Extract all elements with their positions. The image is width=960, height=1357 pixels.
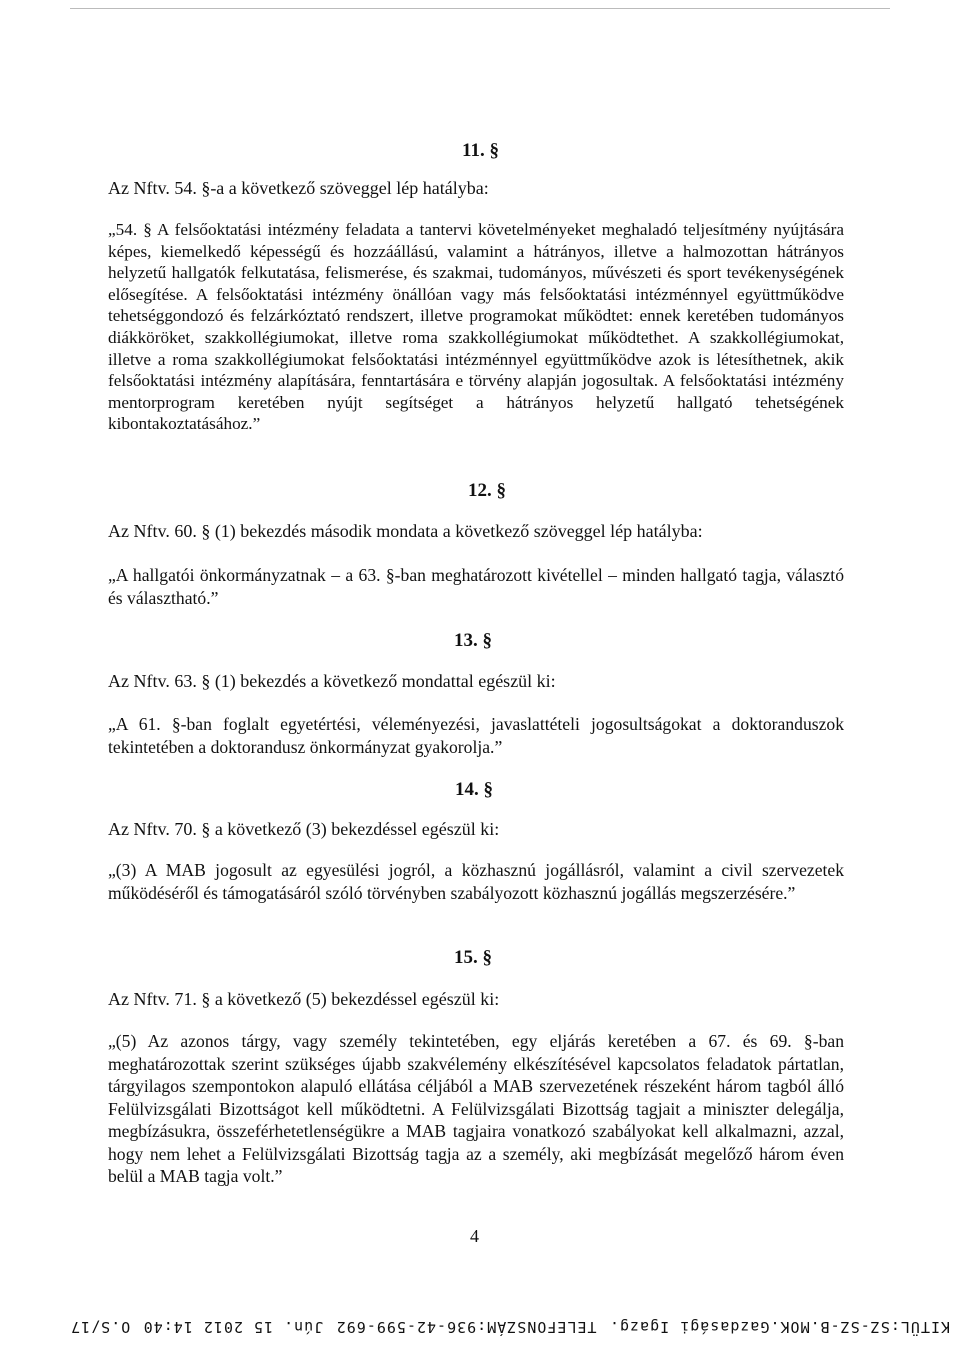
section-intro-12: Az Nftv. 60. § (1) bekezdés második mondata a következő szöveggel lép hatályba: <box>108 521 703 541</box>
section-number-14: 14. § <box>455 779 493 800</box>
section-number-15: 15. § <box>454 947 492 968</box>
fax-phone: TELEFONSZÁM:936-42-599-692 <box>335 1318 597 1336</box>
section-number-12: 12. § <box>468 480 506 501</box>
fax-header-line <box>70 1318 950 1336</box>
fax-date: Jún. 15 2012 14:40 <box>142 1318 324 1336</box>
page-number: 4 <box>470 1226 479 1246</box>
section-intro-14: Az Nftv. 70. § a következő (3) bekezdéssel egészül ki: <box>108 819 500 839</box>
section-number-11: 11. § <box>462 140 499 161</box>
section-number-13: 13. § <box>454 630 492 651</box>
section-text-12: „A hallgatói önkormányzatnak – a 63. §-ban meghatározott kivétellel – minden hallgató tagja, választó és választható.” <box>108 565 844 608</box>
section-intro-15: Az Nftv. 71. § a következő (5) bekezdéssel egészül ki: <box>108 989 500 1009</box>
top-scan-line <box>70 8 890 9</box>
fax-sender: KITÜL:SZ-SZ-B.MOK.Gazdasági Igazg. <box>608 1318 950 1336</box>
section-text-14: „(3) A MAB jogosult az egyesülési jogról, a közhasznú jogállásról, valamint a civil szervezetek működéséről és támogatásáról szóló törvényben szabályozott közhasznú jogállás megszerzésére.” <box>108 860 844 903</box>
section-intro-13: Az Nftv. 63. § (1) bekezdés a következő mondattal egészül ki: <box>108 671 556 691</box>
fax-page: O.S/17 <box>70 1318 131 1336</box>
section-intro-11: Az Nftv. 54. §-a a következő szöveggel lép hatályba: <box>108 178 489 198</box>
section-text-11: „54. § A felsőoktatási intézmény feladata a tantervi követelményeket meghaladó teljesítmény nyújtására képes, kiemelkedő képességű és hozzáállású, valamint a hátrányos, illetve a halmozottan hátrányos helyzetű hallgatók felkutatása, felismerése, és szakmai, tudományos, művészeti és sport tevékenységének elősegítése. A felsőoktatási intézmény önállóan vagy más felsőoktatási intézménnyel együttműködve tehetséggondozó és felzárkóztató rendszert, illetve programokat működtet: ennek keretében tudományos diákköröket, szakkollégiumokat, illetve roma szakkollégiumokat működtethet. A szakkollégiumokat, illetve a roma szakkollégiumokat felsőoktatási intézménnyel együttműködve azok is létesíthetnek, akik felsőoktatási intézmény alapítására, fenntartására e törvény alapján jogosultak. A felsőoktatási intézmény mentorprogram keretében nyújt segítséget a hátrányos helyzetű hallgató tehetségének kibontakoztatásához.” <box>108 220 844 434</box>
section-text-13: „A 61. §-ban foglalt egyetértési, véleményezési, javaslattételi jogosultságokat a doktoranduszok tekintetében a doktorandusz önkormányzat gyakorolja.” <box>108 714 844 757</box>
section-text-15: „(5) Az azonos tárgy, vagy személy tekintetében, egy eljárás keretében a 67. és 69. §-ban meghatározottak szerint szükséges újabb szakvélemény elkészítésével kapcsolatos feladatok pártatlan, tárgyilagos szempontokon alapuló ellátása céljából a MAB szervezetének részeként három tagból álló Felülvizsgálati Bizottságot kell működtetni. A Felülvizsgálati Bizottság tagjait a miniszter delegálja, megbízásukra, összeférhetetlenségükre a MAB tagjaira vonatkozó szabályokat kell alkalmazni, azzal, hogy nem lehet a Felülvizsgálati Bizottság tagja az a személy, aki megbízását megelőző három éven belül a MAB tagja volt.” <box>108 1031 844 1186</box>
